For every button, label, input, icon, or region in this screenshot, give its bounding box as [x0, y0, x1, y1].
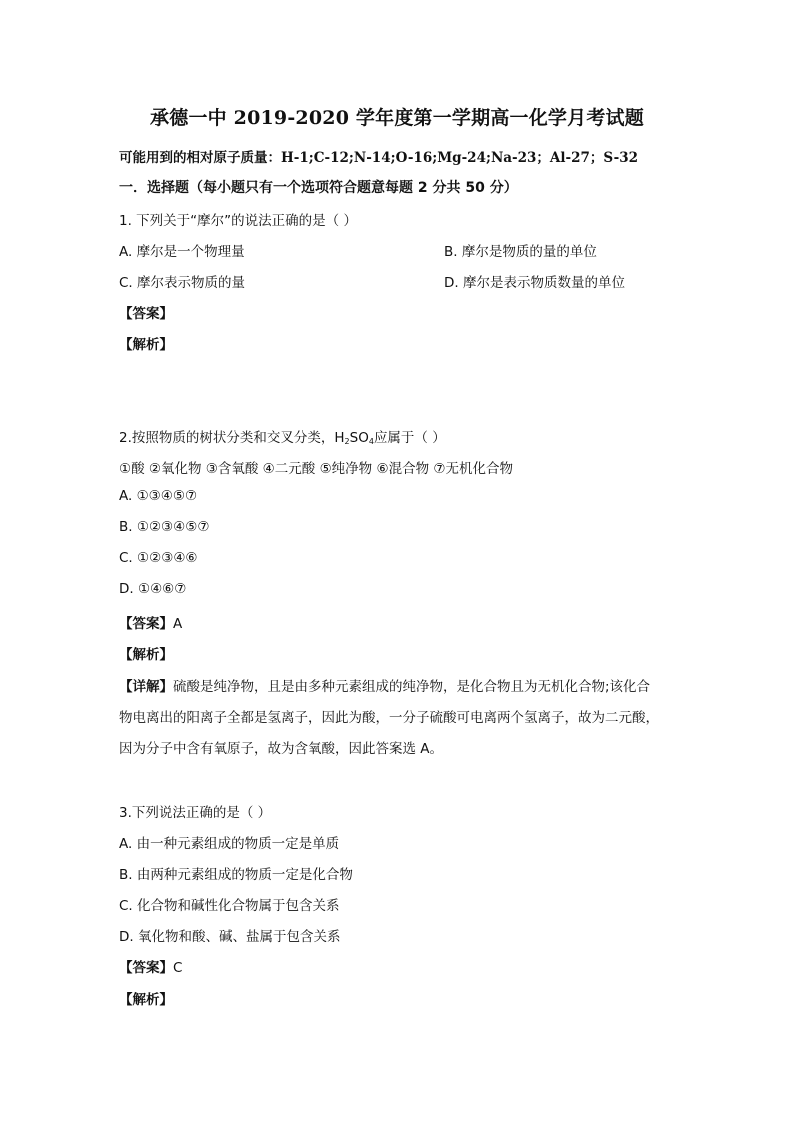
atomic-masses: 可能用到的相对原子质量：H-1;C-12;N-14;O-16;Mg-24;Na-23；Al-27；S-32: [119, 150, 639, 166]
q1-option-b: B. 摩尔是物质的量的单位: [444, 244, 597, 260]
q2-detail-line-1: [119, 675, 679, 695]
q2-items: ①酸 ②氧化物 ③含氧酸 ④二元酸 ⑤纯净物 ⑥混合物 ⑦无机化合物: [119, 461, 513, 477]
q2-stem-post: 应属于（ ）: [373, 430, 446, 446]
q1-answer-label: 【答案】: [119, 306, 173, 322]
q2-answer-label: 【答案】: [119, 616, 173, 632]
q1-stem: 1. 下列关于“摩尔”的说法正确的是（ ）: [119, 213, 357, 229]
q3-stem: 3.下列说法正确的是（ ）: [119, 805, 272, 821]
q3-answer: [119, 956, 182, 976]
q2-answer-value: A: [173, 616, 183, 632]
q2-detail-text-1: 硫酸是纯净物，且是由多种元素组成的纯净物，是化合物且为无机化合物;该化合: [173, 679, 651, 695]
q2-option-c: C. ①②③④⑥: [119, 550, 198, 566]
q2-analysis-label: 【解析】: [119, 647, 173, 663]
q2-sub-4: 4: [368, 437, 374, 446]
q3-option-a: A. 由一种元素组成的物质一定是单质: [119, 836, 340, 852]
q2-option-b: B. ①②③④⑤⑦: [119, 519, 210, 535]
q1-option-c: C. 摩尔表示物质的量: [119, 275, 246, 291]
q3-option-d: D. 氧化物和酸、碱、盐属于包含关系: [119, 929, 341, 945]
q2-option-a: A. ①③④⑤⑦: [119, 488, 198, 504]
q3-answer-value: C: [173, 960, 183, 976]
q2-option-d: D. ①④⑥⑦: [119, 581, 187, 597]
q1-analysis-label: 【解析】: [119, 337, 173, 353]
q1-option-d: D. 摩尔是表示物质数量的单位: [444, 275, 625, 291]
q2-sub-2: 2: [344, 437, 350, 446]
q2-answer: [119, 612, 182, 632]
section-heading: 一．选择题（每小题只有一个选项符合题意每题 2 分共 50 分）: [119, 180, 518, 196]
q2-detail-line-2: 物电离出的阳离子全都是氢离子，因此为酸，一分子硫酸可电离两个氢离子，故为二元酸，: [119, 710, 659, 726]
q1-option-a: A. 摩尔是一个物理量: [119, 244, 245, 260]
q2-stem-mid: SO: [349, 430, 369, 446]
q2-detail-line-3: 因为分子中含有氧原子，故为含氧酸，因此答案选 A。: [119, 741, 444, 757]
q3-option-b: B. 由两种元素组成的物质一定是化合物: [119, 867, 353, 883]
page-title: 承德一中 2019-2020 学年度第一学期高一化学月考试题: [150, 107, 644, 129]
q2-detail-label: 【详解】: [119, 679, 173, 695]
q2-stem-pre: 2.按照物质的树状分类和交叉分类，H: [119, 430, 345, 446]
q2-stem: [119, 426, 446, 446]
q3-answer-label: 【答案】: [119, 960, 173, 976]
q3-analysis-label: 【解析】: [119, 992, 173, 1008]
q3-option-c: C. 化合物和碱性化合物属于包含关系: [119, 898, 340, 914]
